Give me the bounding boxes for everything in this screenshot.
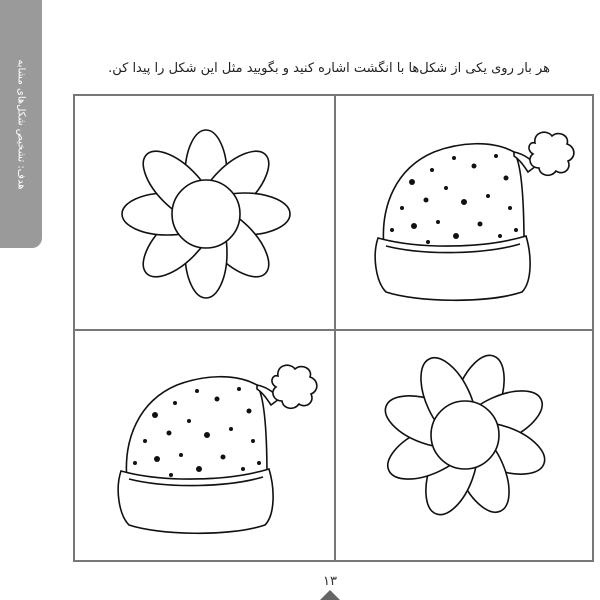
page-number: ۱۳ (323, 574, 337, 589)
hat-icon (75, 331, 333, 563)
triangle-icon (320, 590, 340, 600)
cell-bottom-right[interactable] (336, 331, 594, 563)
hat-icon (336, 96, 594, 328)
cell-bottom-left[interactable] (75, 331, 333, 563)
cell-top-right[interactable] (336, 96, 594, 328)
flower-icon (75, 96, 333, 328)
cell-top-left[interactable] (75, 96, 333, 328)
instruction-text: هر بار روی یکی از شکل‌ها با انگشت اشاره کنید و بگویید مثل این شکل را پیدا کن. (108, 61, 550, 76)
flower-icon (336, 331, 594, 563)
shape-grid (73, 94, 594, 562)
side-tab-label: هدف: تشخیص شکل‌های مشابه (15, 58, 27, 190)
